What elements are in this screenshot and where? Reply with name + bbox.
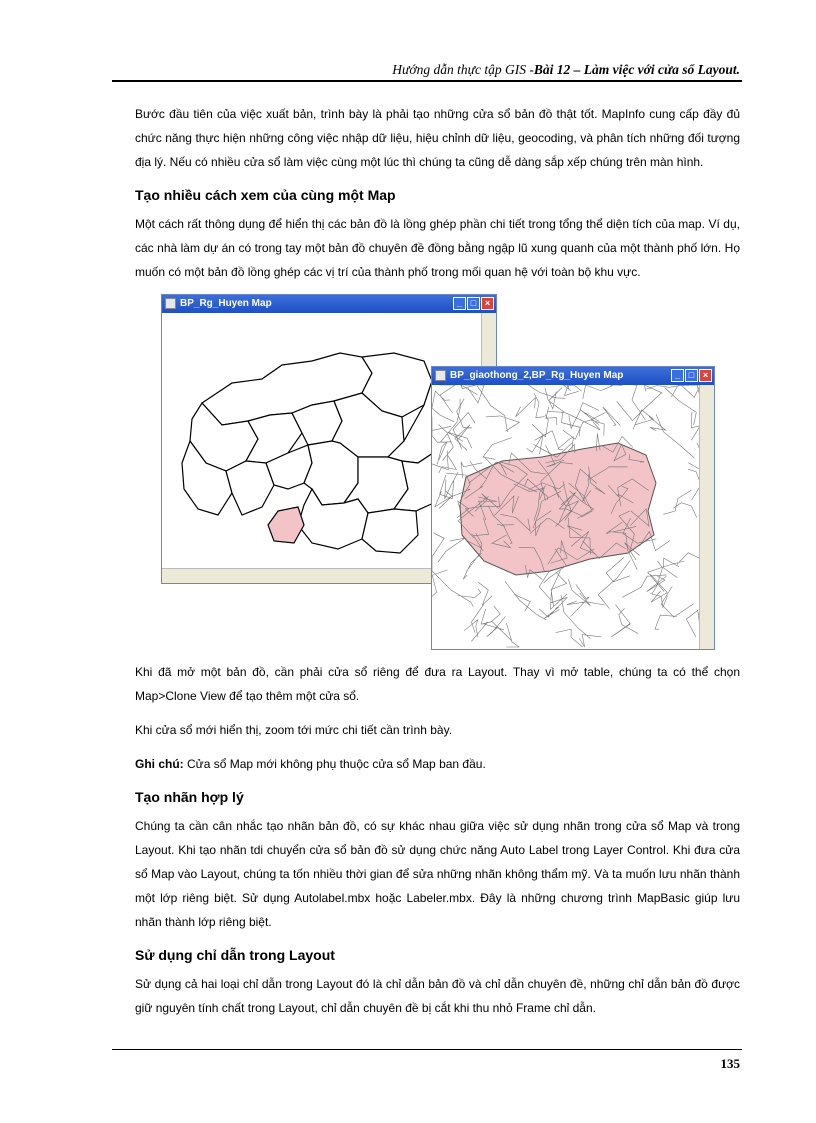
paragraph-inset-map: Một cách rất thông dụng để hiển thị các bản đồ là lồng ghép phần chi tiết trong tổng thể diện tích của map. Ví dụ, các nhà làm dự án có trong tay một bản đồ chuyên đề đồng bằng ngập lũ xung quanh của một thành phố lớn. Họ muốn có một bản đồ lồng ghép các vị trí của thành phố trong mối quan hệ với toàn bộ khu vực. [135, 217, 740, 279]
running-header [112, 62, 740, 78]
maximize-icon[interactable]: □ [685, 369, 698, 382]
close-icon[interactable]: × [699, 369, 712, 382]
note-paragraph [135, 752, 740, 776]
map-window-giaothong[interactable] [431, 366, 715, 650]
highlighted-region [460, 443, 656, 575]
highlighted-region [268, 507, 304, 543]
section-heading-labels: Tạo nhãn hợp lý [135, 789, 244, 805]
note-label: Ghi chú: [135, 757, 184, 771]
window-title: BP_Rg_Huyen Map [180, 298, 272, 309]
window-titlebar[interactable] [432, 367, 714, 385]
close-icon[interactable]: × [481, 297, 494, 310]
paragraph-labels: Chúng ta cần cân nhắc tạo nhãn bản đồ, có sự khác nhau giữa việc sử dụng nhãn trong cửa sổ Map và trong Layout. Khi tạo nhãn tdi chuyển cửa sổ bản đồ sử dụng chức năng Auto Label trong Layer Control. Khi đưa cửa sổ Map vào Layout, chúng ta tốn nhiều thời gian để sửa những nhãn không thẩm mỹ. Và ta muốn lưu nhãn thành một lớp riêng biệt. Sử dụng Autolabel.mbx hoặc Labeler.mbx. Đây là những chương trình MapBasic giúp lưu nhãn thành lớp riêng biệt. [135, 819, 740, 929]
note-text: Cửa sổ Map mới không phụ thuộc cửa sổ Map ban đầu. [183, 757, 486, 771]
paragraph-legends: Sử dụng cả hai loại chỉ dẫn trong Layout đó là chỉ dẫn bản đồ và chỉ dẫn chuyên đề, những chỉ dẫn bản đồ được giữ nguyên tính chất trong Layout, chỉ dẫn chuyên đề bị cắt khi thu nhỏ Frame chỉ dẫn. [135, 977, 740, 1015]
header-rule [112, 80, 742, 82]
map-canvas[interactable] [432, 385, 714, 649]
window-titlebar[interactable] [162, 295, 496, 313]
page-number: 135 [720, 1056, 740, 1071]
maximize-icon[interactable]: □ [467, 297, 480, 310]
window-title: BP_giaothong_2,BP_Rg_Huyen Map [450, 370, 624, 381]
vertical-scrollbar[interactable] [699, 385, 714, 649]
section-heading-legends: Sử dụng chỉ dẫn trong Layout [135, 947, 335, 963]
paragraph-clone-view: Khi đã mở một bản đồ, cần phải cửa sổ riêng để đưa ra Layout. Thay vì mở table, chúng ta có thể chọn Map>Clone View để tạo thêm một cửa sổ. [135, 665, 740, 703]
footer-rule [112, 1049, 742, 1050]
minimize-icon[interactable]: _ [671, 369, 684, 382]
header-lesson: Bài 12 – Làm việc với cửa sổ Layout. [533, 62, 740, 77]
header-prefix: Hướng dẫn thực tập GIS - [392, 62, 534, 77]
page-body [135, 102, 740, 1030]
minimize-icon[interactable]: _ [453, 297, 466, 310]
section-heading-clone-view: Tạo nhiều cách xem của cùng một Map [135, 187, 396, 203]
intro-paragraph: Bước đầu tiên của việc xuất bản, trình bày là phải tạo những cửa sổ bản đồ thật tốt. MapInfo cung cấp đầy đủ chức năng thực hiện những công việc nhập dữ liệu, hiệu chỉnh dữ liệu, geocoding, và phân tích những đối tượng địa lý. Nếu có nhiều cửa sổ làm việc cùng một lúc thì chúng ta cũng dễ dàng sắp xếp chúng trên màn hình. [135, 107, 740, 169]
map-window-icon [435, 370, 446, 381]
map-window-icon [165, 298, 176, 309]
paragraph-zoom: Khi cửa sổ mới hiển thị, zoom tới mức chi tiết cần trình bày. [135, 723, 453, 737]
map-windows-figure [151, 294, 721, 650]
road-network-svg [432, 385, 714, 649]
